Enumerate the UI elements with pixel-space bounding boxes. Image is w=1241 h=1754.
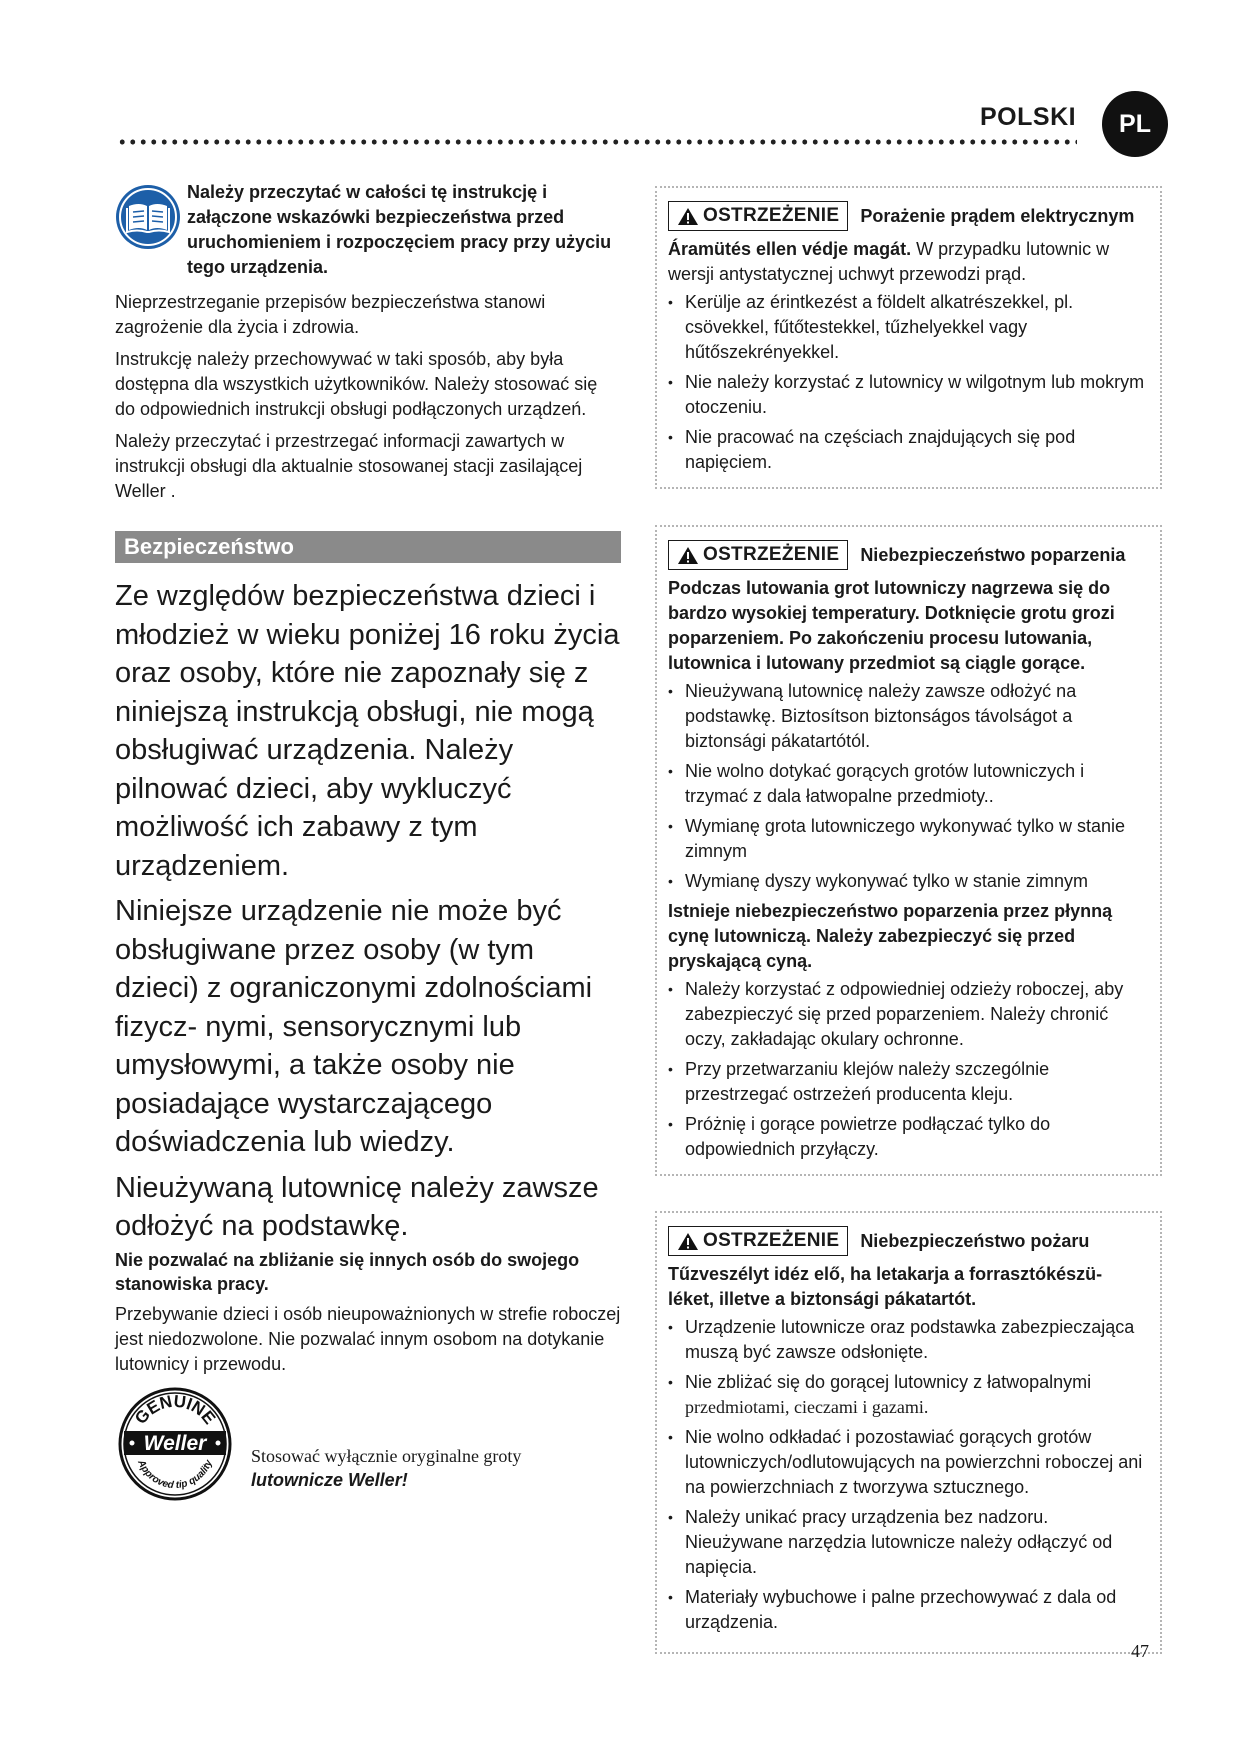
- warning-burns: [655, 525, 1162, 1176]
- list-item: • Kerülje az érintkezést a földelt alkatrészekkel, pl. csövekkel, fűtőtestekkel, tűzhelyekkel vagy hűtőszekrényekkel.: [668, 290, 1150, 365]
- warning-bullet-list: [668, 679, 1150, 894]
- seal-caption: [251, 1444, 521, 1492]
- genuine-weller-seal: [118, 1387, 232, 1501]
- seal-brand: Weller: [143, 1432, 207, 1455]
- warning-triangle-icon: [677, 207, 699, 226]
- intro-paragraph-2: Instrukcję należy przechowywać w taki sposób, aby była dostępna dla wszystkich użytkowników. Należy stosować się do odpowiednich instrukcji obsługi podłączonych urządzeń.: [115, 349, 598, 419]
- seal-top-text: GENUINE: [130, 1391, 220, 1428]
- warning-label: OSTRZEŻENIE: [668, 201, 848, 231]
- intro-paragraph-3: Należy przeczytać i przestrzegać informacji zawartych w instrukcji obsługi dla aktualnie stosowanej stacji zasilającej Weller .: [115, 431, 583, 501]
- list-item: • Nie wolno odkładać i pozostawiać gorących grotów lutowniczych/odlutowujących na powierzchni roboczej ani na powierzchniach z tworzywa sztucznego.: [668, 1425, 1150, 1500]
- warning-title: Niebezpieczeństwo pożaru: [860, 1230, 1090, 1251]
- warning-title: Porażenie prądem elektrycznym: [860, 205, 1135, 226]
- warning-lead: Tűzveszélyt idéz elő, ha letakarja a forrasztókészü- léket, illetve a biztonsági pákatartót.: [668, 1264, 1103, 1309]
- intro-paragraphs: [115, 290, 620, 511]
- list-item: • Należy korzystać z odpowiedniej odzieży roboczej, aby zabezpieczyć się przed poparzeniem. Należy chronić oczy, zakładając okulary ochronne.: [668, 977, 1150, 1052]
- list-item: • Nie zbliżać się do gorącej lutownicy z łatwopalnymi przedmiotami, cieczami i gazami.: [668, 1370, 1150, 1420]
- intro-paragraph-1: Nieprzestrzeganie przepisów bezpieczeństwa stanowi zagrożenie dla życia i zdrowia.: [115, 292, 546, 337]
- warning-fire: [655, 1211, 1162, 1654]
- safety-stand-text: Nieużywaną lutownicę należy zawsze odłożyć na podstawkę.: [115, 1171, 599, 1242]
- page-number: 47: [1131, 1641, 1149, 1661]
- warning-electric-shock: [655, 186, 1162, 489]
- seal-caption-line-2: lutownicze Weller!: [251, 1470, 408, 1490]
- warning-bullet-list: [668, 1315, 1150, 1635]
- list-item: • Nie należy korzystać z lutownicy w wilgotnym lub mokrym otoczeniu.: [668, 370, 1150, 420]
- safety-keep-away-text: Przebywanie dzieci i osób nieupoważnionych w strefie roboczej jest niedozwolone. Nie pozwalać innym osobom na dotykanie lutownicy i przewodu.: [115, 1303, 621, 1374]
- list-item: • Przy przetwarzaniu klejów należy szczególnie przestrzegać ostrzeżeń producenta kleju.: [668, 1057, 1150, 1107]
- list-item: • Materiały wybuchowe i palne przechowywać z dala od urządzenia.: [668, 1585, 1150, 1635]
- warning-bullet-list: [668, 290, 1150, 475]
- list-item: • Nie wolno dotykać gorących grotów lutowniczych i trzymać z dala łatwopalne przedmioty..: [668, 759, 1150, 809]
- list-item: • Próżnię i gorące powietrze podłączać tylko do odpowiednich przyłączy.: [668, 1112, 1150, 1162]
- list-item: • Należy unikać pracy urządzenia bez nadzoru. Nieużywane narzędzia lutownicze należy odłączyć od napięcia.: [668, 1505, 1150, 1580]
- safety-children-text: Ze względów bezpieczeństwa dzieci i młodzież w wieku poniżej 16 roku życia oraz osoby, które nie zapoznały się z niniejszą instrukcją obsługi, nie mogą obsługiwać urządzenia. Należy pilnować dzieci, aby wykluczyć możliwość ich zabawy z tym urządzeniem.: [115, 580, 620, 882]
- warning-lead: Podczas lutowania grot lutowniczy nagrzewa się do bardzo wysokiej temperatury. Dotknięcie grotu grozi poparzeniem. Po zakończeniu procesu lutowania, lutownica i lutowany przedmiot są ciągle gorące.: [668, 578, 1115, 673]
- book-icon: [115, 184, 181, 250]
- list-item: • Wymianę grota lutowniczego wykonywać tylko w stanie zimnym: [668, 814, 1150, 864]
- list-item: • Nie pracować na częściach znajdujących się pod napięciem.: [668, 425, 1150, 475]
- warning-label: OSTRZEŻENIE: [668, 540, 848, 570]
- safety-keep-away-bold: Nie pozwalać na zbliżanie się innych osób do swojego stanowiska pracy.: [115, 1249, 580, 1294]
- language-label: POLSKI: [980, 103, 1077, 131]
- warning-triangle-icon: [677, 546, 699, 565]
- warning-lead-2: Istnieje niebezpieczeństwo poparzenia przez płynną cynę lutowniczą. Należy zabezpieczyć się przed pryskającą cyną.: [668, 901, 1113, 971]
- safety-heading: Bezpieczeństwo: [115, 531, 621, 563]
- safety-limited-abilities-text: Niniejsze urządzenie nie może być obsługiwane przez osoby (w tym dzieci) z ograniczonymi zdolnościami fizycz- nymi, sensorycznymi lub umysłowymi, a także osoby nie posiadające wystarczającego doświadczenia lub wiedzy.: [115, 895, 593, 1158]
- seal-bottom-text: Approved tip quality: [135, 1458, 215, 1492]
- warning-lead: Áramütés ellen védje magát. W przypadku lutownic w wersji antystatycznej uchwyt przewodzi prąd.: [668, 239, 1110, 284]
- warning-bullet-list-2: [668, 977, 1150, 1162]
- warning-title: Niebezpieczeństwo poparzenia: [860, 544, 1126, 565]
- intro-read-instructions: Należy przeczytać w całości tę instrukcję i załączone wskazówki bezpieczeństwa przed uruchomieniem i rozpoczęciem pracy przy użyciu tego urządzenia.: [187, 182, 612, 277]
- safety-section: [115, 577, 625, 1384]
- list-item: • Urządzenie lutownicze oraz podstawka zabezpieczająca muszą być zawsze odsłonięte.: [668, 1315, 1150, 1365]
- header-dotted-divider: [117, 138, 1077, 146]
- warning-triangle-icon: [677, 1232, 699, 1251]
- seal-caption-line-1: Stosować wyłącznie oryginalne groty: [251, 1446, 522, 1466]
- language-badge: PL: [1102, 91, 1168, 157]
- list-item: • Nieużywaną lutownicę należy zawsze odłożyć na podstawkę. Biztosítson biztonságos távolságot a biztonsági pákatartótól.: [668, 679, 1150, 754]
- list-item: • Wymianę dyszy wykonywać tylko w stanie zimnym: [668, 869, 1150, 894]
- warning-label: OSTRZEŻENIE: [668, 1226, 848, 1256]
